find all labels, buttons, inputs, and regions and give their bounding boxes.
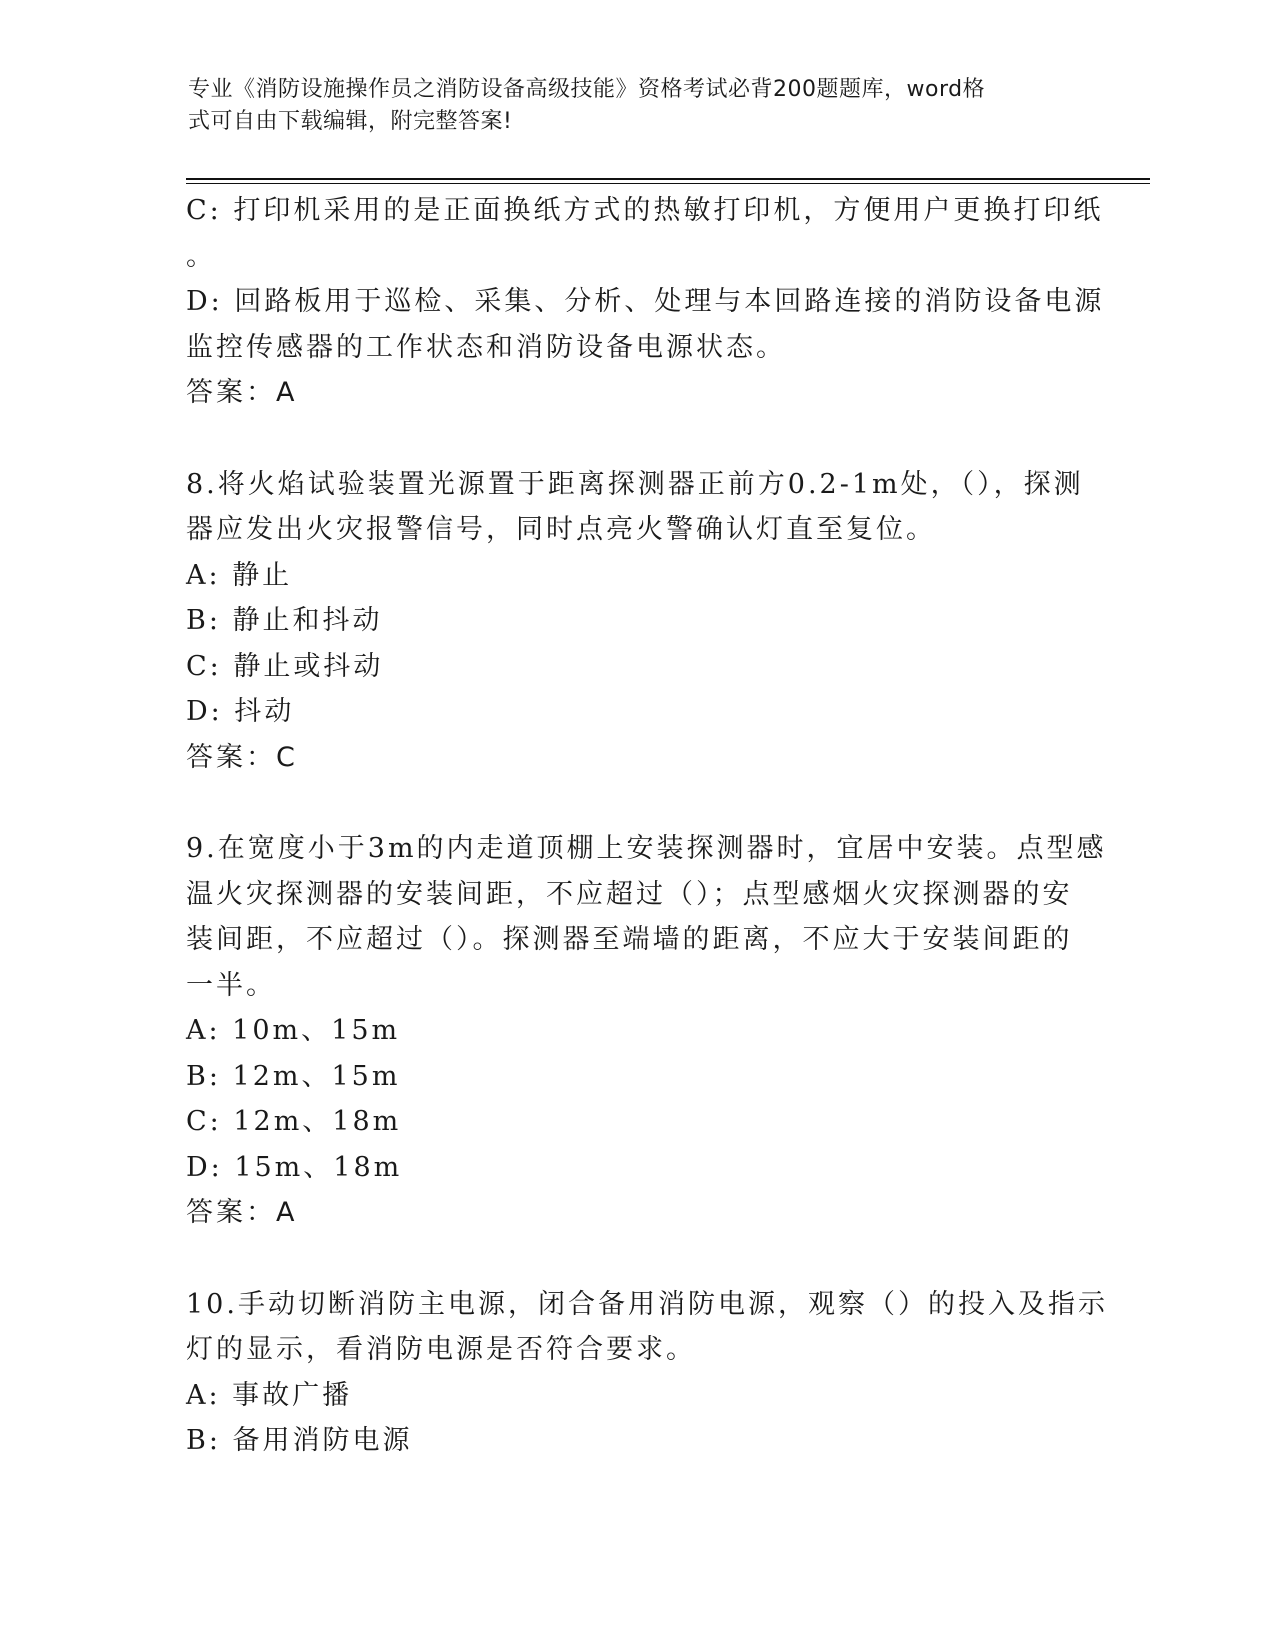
- document-header: [188, 74, 1068, 138]
- question-stem-continuation: 器应发出火灾报警信号，同时点亮火警确认灯直至复位。: [186, 514, 936, 545]
- option-c: C: 静止或抖动: [186, 650, 384, 682]
- question-stem: 10.手动切断消防主电源，闭合备用消防电源，观察（）的投入及指示: [186, 1288, 1108, 1320]
- option-d-continuation: 监控传感器的工作状态和消防设备电源状态。: [186, 331, 786, 363]
- option-b: B: 备用消防电源: [186, 1425, 413, 1456]
- question-9: [186, 826, 1107, 1236]
- option-b: B: 静止和抖动: [186, 605, 383, 636]
- question-stem-continuation: 灯的显示，看消防电源是否符合要求。: [186, 1334, 696, 1365]
- answer-line: 答案：A: [186, 1197, 298, 1228]
- question-10: [186, 1282, 1108, 1464]
- header-divider-thick: [186, 178, 1150, 180]
- question-content: [186, 188, 1108, 1464]
- option-b: B: 12m、15m: [186, 1060, 401, 1092]
- option-a: A: 静止: [186, 559, 293, 591]
- option-d: D: 回路板用于巡检、采集、分析、处理与本回路连接的消防设备电源: [186, 286, 1105, 317]
- question-7-continued: [186, 188, 1105, 416]
- option-d: D: 抖动: [186, 696, 295, 727]
- option-a: A: 事故广播: [186, 1379, 353, 1411]
- question-stem-continuation: 温火灾探测器的安装间距，不应超过（）；点型感烟火灾探测器的安: [186, 878, 1073, 910]
- question-stem-continuation: 装间距，不应超过（）。探测器至端墙的距离，不应大于安装间距的: [186, 924, 1073, 955]
- header-title-line-2: 式可自由下载编辑，附完整答案!: [188, 109, 513, 134]
- header-divider-thin: [186, 183, 1150, 184]
- option-c: C: 12m、18m: [186, 1106, 402, 1137]
- question-stem: 9.在宽度小于3m的内走道顶棚上安装探测器时，宜居中安装。点型感: [186, 833, 1107, 864]
- header-title-line-1: 专业《消防设施操作员之消防设备高级技能》资格考试必背200题题库，word格: [188, 77, 986, 102]
- option-a: A: 10m、15m: [186, 1015, 401, 1046]
- question-8: [186, 462, 1086, 781]
- question-stem: 8.将火焰试验装置光源置于距离探测器正前方0.2-1m处，（），探测: [186, 468, 1084, 500]
- question-stem-continuation: 一半。: [186, 969, 276, 1001]
- option-c-continuation: 。: [186, 240, 216, 272]
- option-c: C: 打印机采用的是正面换纸方式的热敏打印机，方便用户更换打印纸: [186, 195, 1104, 226]
- answer-line: 答案：A: [186, 377, 298, 408]
- answer-line: 答案：C: [186, 741, 298, 773]
- option-d: D: 15m、18m: [186, 1151, 403, 1183]
